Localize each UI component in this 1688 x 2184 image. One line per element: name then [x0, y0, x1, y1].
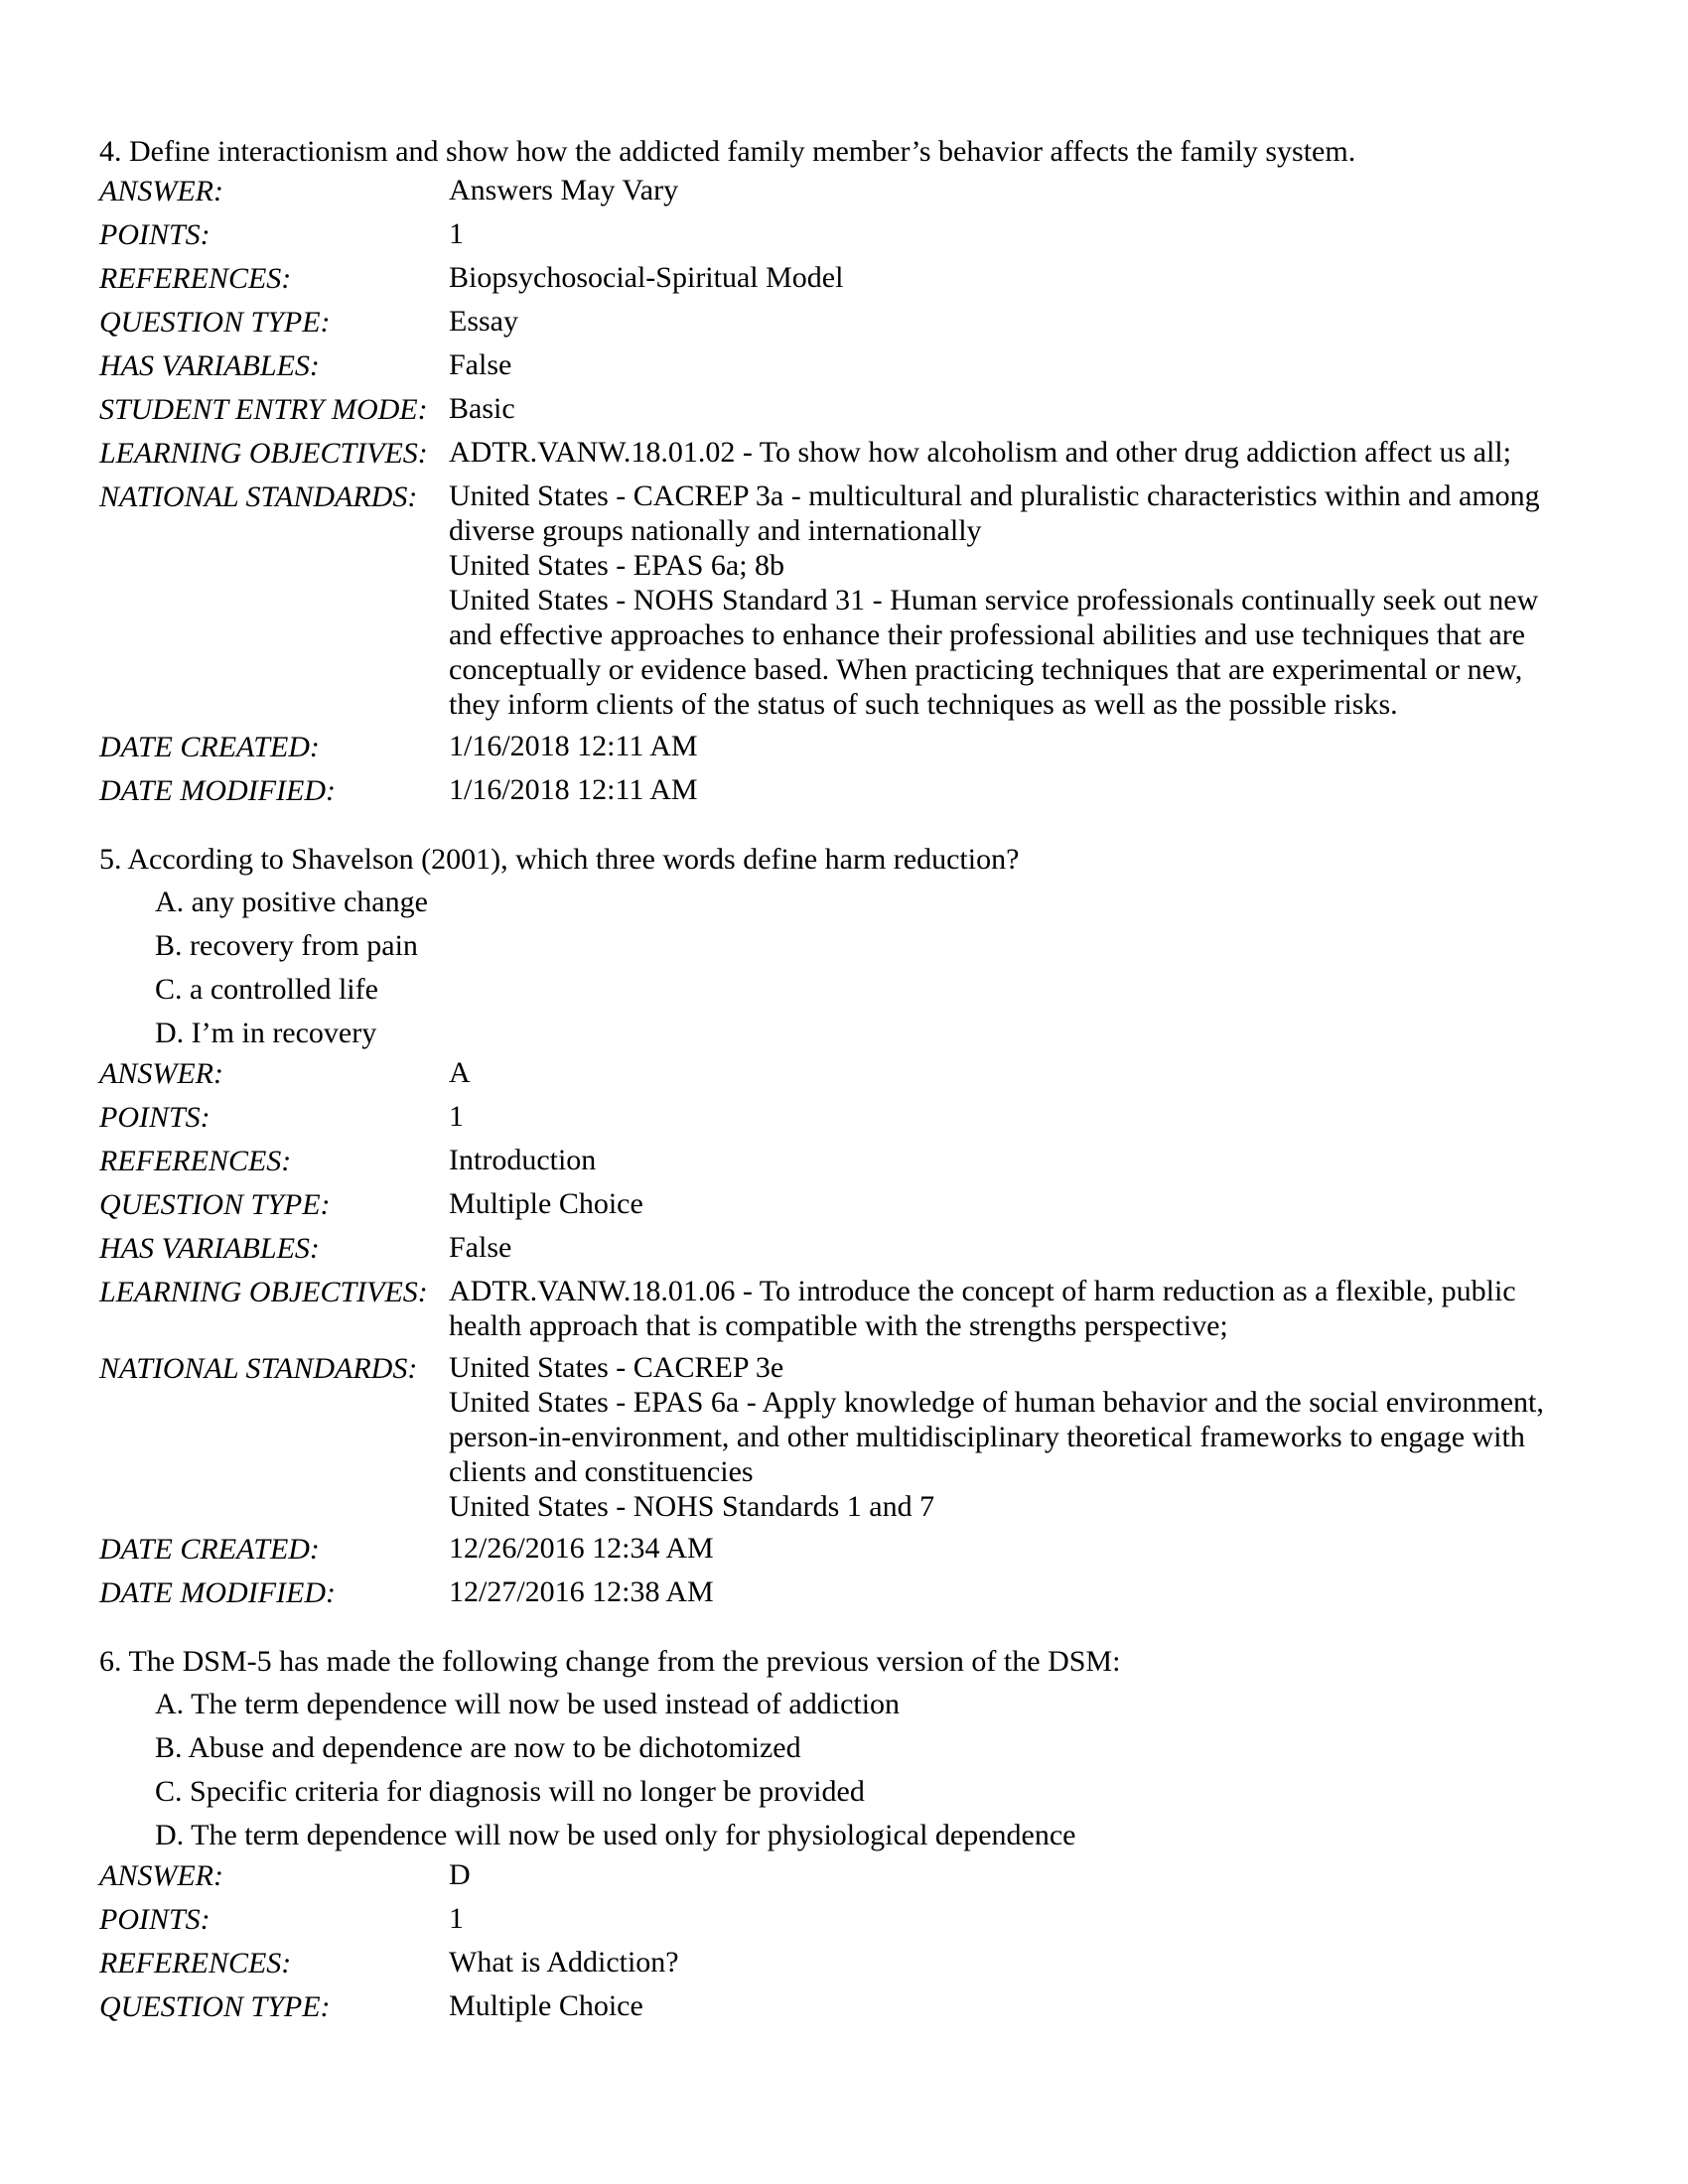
- metadata-row: [99, 729, 1569, 765]
- metadata-value: [449, 729, 1569, 763]
- metadata-value-line: 1/16/2018 12:11 AM: [449, 773, 698, 806]
- metadata-value-line: False: [449, 1231, 512, 1264]
- metadata-value-line: Biopsychosocial-Spiritual Model: [449, 261, 844, 294]
- metadata-value: [449, 1099, 1569, 1134]
- metadata-value: [449, 1531, 1569, 1566]
- metadata-label: NATIONAL STANDARDS:: [99, 480, 418, 513]
- metadata-row: [99, 1350, 1569, 1524]
- metadata-row: [99, 1274, 1569, 1343]
- metadata-value-line: United States - CACREP 3a - multicultural and pluralistic characteristics within and among: [449, 479, 1540, 512]
- metadata-value-line: diverse groups nationally and internationally: [449, 514, 982, 547]
- metadata-row: [99, 1186, 1569, 1223]
- metadata-value-line: clients and constituencies: [449, 1455, 754, 1488]
- question-block: [99, 131, 1569, 809]
- metadata-value-line: Multiple Choice: [449, 1187, 643, 1220]
- metadata-value-line: 12/27/2016 12:38 AM: [449, 1575, 714, 1608]
- metadata-value-line: conceptually or evidence based. When practicing techniques that are experimental or new,: [449, 653, 1523, 686]
- metadata-label: QUESTION TYPE:: [99, 1188, 331, 1221]
- metadata-value-line: person-in-environment, and other multidisciplinary theoretical frameworks to engage with: [449, 1421, 1525, 1453]
- metadata-label: LEARNING OBJECTIVES:: [99, 437, 428, 470]
- metadata-value: [449, 1186, 1569, 1221]
- metadata-row: [99, 1143, 1569, 1179]
- metadata-label: DATE MODIFIED:: [99, 1576, 336, 1609]
- metadata-value-line: ADTR.VANW.18.01.06 - To introduce the concept of harm reduction as a flexible, public: [449, 1275, 1516, 1307]
- metadata-label: HAS VARIABLES:: [99, 349, 320, 382]
- metadata-value: [449, 347, 1569, 382]
- metadata-value: [449, 435, 1569, 470]
- metadata-row: [99, 347, 1569, 384]
- metadata-row: [99, 1230, 1569, 1267]
- answer-choices: [99, 1683, 1569, 1857]
- metadata-value: [449, 1901, 1569, 1936]
- metadata-label: REFERENCES:: [99, 262, 292, 295]
- metadata-value-line: 1/16/2018 12:11 AM: [449, 730, 698, 762]
- question-block: [99, 839, 1569, 1611]
- metadata-label: NATIONAL STANDARDS:: [99, 1352, 418, 1385]
- metadata-value-line: and effective approaches to enhance their professional abilities and use techniques that are: [449, 618, 1525, 651]
- answer-choice: C. Specific criteria for diagnosis will no longer be provided: [155, 1775, 865, 1808]
- metadata-value: [449, 216, 1569, 251]
- metadata-row: [99, 1055, 1569, 1092]
- metadata-label: QUESTION TYPE:: [99, 1990, 331, 2023]
- answer-choice: C. a controlled life: [155, 973, 378, 1006]
- metadata-value-line: Introduction: [449, 1144, 597, 1176]
- metadata-value: [449, 1350, 1569, 1524]
- metadata-label: ANSWER:: [99, 1057, 223, 1090]
- answer-choice: D. The term dependence will now be used only for physiological dependence: [155, 1819, 1076, 1851]
- metadata-row: [99, 1099, 1569, 1136]
- metadata-value-line: 1: [449, 1902, 464, 1935]
- metadata-row: [99, 391, 1569, 428]
- metadata-value-line: Multiple Choice: [449, 1989, 643, 2022]
- metadata-label: DATE CREATED:: [99, 731, 320, 763]
- metadata-value-line: False: [449, 348, 512, 381]
- metadata-label: ANSWER:: [99, 175, 223, 207]
- metadata-value: [449, 260, 1569, 295]
- metadata-label: POINTS:: [99, 1101, 211, 1134]
- metadata-value: [449, 1055, 1569, 1090]
- metadata-row: [99, 1531, 1569, 1568]
- metadata-row: [99, 1988, 1569, 2025]
- metadata-row: [99, 304, 1569, 341]
- metadata-value: [449, 1574, 1569, 1609]
- answer-choice: D. I’m in recovery: [155, 1017, 377, 1049]
- metadata-value: [449, 478, 1569, 722]
- metadata-value-line: United States - NOHS Standard 31 - Human service professionals continually seek out new: [449, 584, 1539, 616]
- metadata-label: STUDENT ENTRY MODE:: [99, 393, 428, 426]
- metadata-value: [449, 304, 1569, 339]
- metadata-row: [99, 435, 1569, 472]
- metadata-value-line: ADTR.VANW.18.01.02 - To show how alcoholism and other drug addiction affect us all;: [449, 436, 1511, 469]
- metadata-label: POINTS:: [99, 1903, 211, 1936]
- question-metadata: [99, 1055, 1569, 1611]
- question-stem: 6. The DSM-5 has made the following change from the previous version of the DSM:: [99, 1645, 1121, 1678]
- metadata-row: [99, 1857, 1569, 1894]
- metadata-value-line: United States - CACREP 3e: [449, 1351, 784, 1384]
- metadata-value-line: Basic: [449, 392, 515, 425]
- metadata-row: [99, 173, 1569, 209]
- metadata-row: [99, 1945, 1569, 1981]
- metadata-label: QUESTION TYPE:: [99, 306, 331, 339]
- metadata-value: [449, 772, 1569, 807]
- question-metadata: [99, 173, 1569, 809]
- metadata-value-line: United States - EPAS 6a - Apply knowledge of human behavior and the social environment,: [449, 1386, 1544, 1419]
- metadata-value-line: United States - EPAS 6a; 8b: [449, 549, 785, 582]
- question-stem: 5. According to Shavelson (2001), which three words define harm reduction?: [99, 843, 1020, 876]
- metadata-value: [449, 173, 1569, 207]
- metadata-value: [449, 1143, 1569, 1177]
- metadata-value-line: Answers May Vary: [449, 174, 679, 206]
- metadata-row: [99, 478, 1569, 722]
- metadata-row: [99, 1574, 1569, 1611]
- metadata-value: [449, 1945, 1569, 1979]
- metadata-label: POINTS:: [99, 218, 211, 251]
- question-metadata: [99, 1857, 1569, 2025]
- metadata-value-line: 12/26/2016 12:34 AM: [449, 1532, 714, 1565]
- metadata-label: LEARNING OBJECTIVES:: [99, 1276, 428, 1308]
- answer-choice: B. recovery from pain: [155, 929, 418, 962]
- metadata-label: REFERENCES:: [99, 1947, 292, 1979]
- metadata-row: [99, 260, 1569, 297]
- metadata-value-line: A: [449, 1056, 471, 1089]
- metadata-value-line: they inform clients of the status of such techniques as well as the possible risks.: [449, 688, 1398, 721]
- metadata-value-line: health approach that is compatible with the strengths perspective;: [449, 1309, 1228, 1342]
- metadata-value-line: 1: [449, 217, 464, 250]
- metadata-label: HAS VARIABLES:: [99, 1232, 320, 1265]
- answer-choices: [99, 881, 1569, 1055]
- answer-choice: B. Abuse and dependence are now to be dichotomized: [155, 1731, 801, 1764]
- question-stem: 4. Define interactionism and show how the addicted family member’s behavior affects the family system.: [99, 135, 1356, 168]
- metadata-value: [449, 1274, 1569, 1343]
- metadata-label: DATE MODIFIED:: [99, 774, 336, 807]
- metadata-row: [99, 216, 1569, 253]
- metadata-value: [449, 1230, 1569, 1265]
- metadata-value: [449, 1988, 1569, 2023]
- metadata-value-line: 1: [449, 1100, 464, 1133]
- metadata-label: ANSWER:: [99, 1859, 223, 1892]
- document-page: [99, 131, 1569, 2055]
- metadata-row: [99, 772, 1569, 809]
- metadata-label: DATE CREATED:: [99, 1533, 320, 1566]
- metadata-value: [449, 1857, 1569, 1892]
- metadata-value-line: D: [449, 1858, 471, 1891]
- answer-choice: A. any positive change: [155, 886, 428, 918]
- answer-choice: A. The term dependence will now be used instead of addiction: [155, 1688, 901, 1720]
- question-block: [99, 1641, 1569, 2025]
- metadata-row: [99, 1901, 1569, 1938]
- metadata-label: REFERENCES:: [99, 1145, 292, 1177]
- metadata-value: [449, 391, 1569, 426]
- metadata-value-line: What is Addiction?: [449, 1946, 679, 1979]
- metadata-value-line: Essay: [449, 305, 518, 338]
- metadata-value-line: United States - NOHS Standards 1 and 7: [449, 1490, 935, 1523]
